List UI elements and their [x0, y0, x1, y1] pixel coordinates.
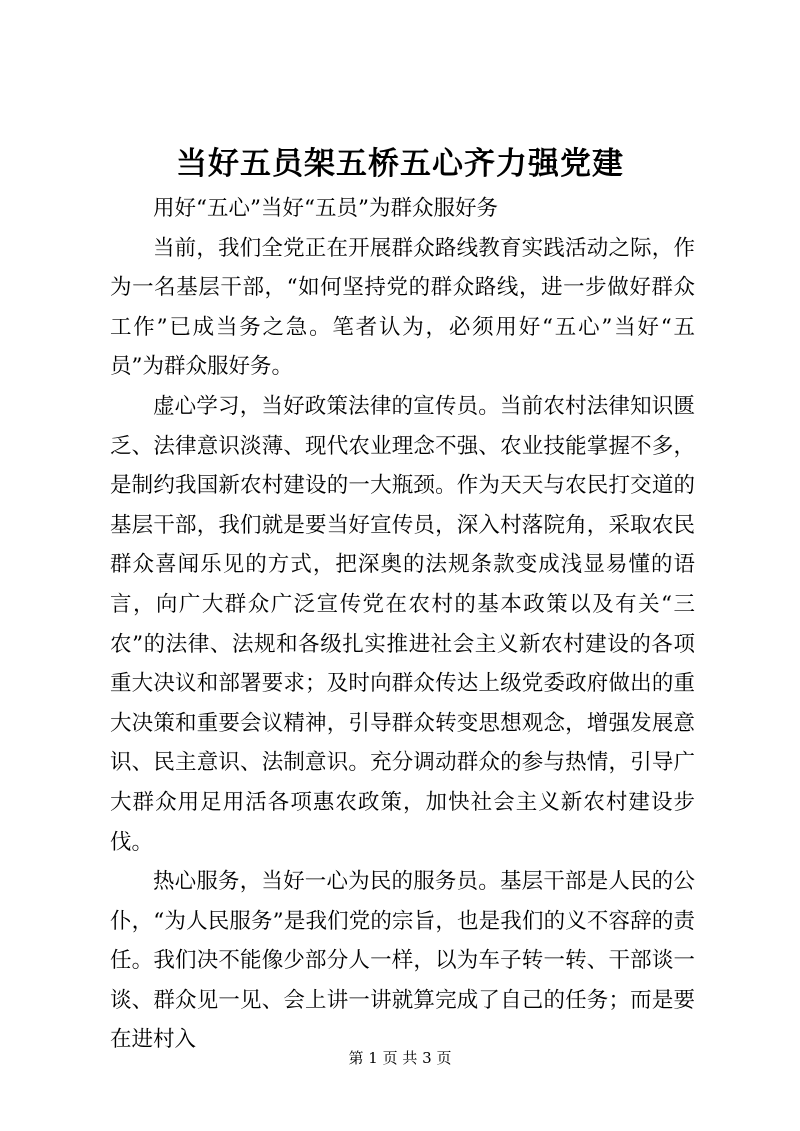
paragraph-intro: 当前，我们全党正在开展群众路线教育实践活动之际，作为一名基层干部，“如何坚持党的群众路线，进一步做好群众工作”已成当务之急。笔者认为，必须用好“五心”当好“五员”为群众服好务。 — [110, 235, 695, 380]
paragraph-study: 虚心学习，当好政策法律的宣传员。当前农村法律知识匮乏、法律意识淡薄、现代农业理念不强、农业技能掌握不多，是制约我国新农村建设的一大瓶颈。作为天天与农民打交道的基层干部，我们就是要当好宣传员，深入村落院角，采取农民群众喜闻乐见的方式，把深奥的法规条款变成浅显易懂的语言，向广大群众广泛宣传党在农村的基本政策以及有关“三农”的法律、法规和各级扎实推进社会主义新农村建设的各项重大决议和部署要求；及时向群众传达上级党委政府做出的重大决策和重要会议精神，引导群众转变思想观念，增强发展意识、民主意识、法制意识。充分调动群众的参与热情，引导广大群众用足用活各项惠农政策，加快社会主义新农村建设步伐。 — [110, 393, 695, 855]
document-body — [110, 189, 695, 1060]
page-footer: 第 1 页 共 3 页 — [348, 1049, 452, 1067]
paragraph-service: 热心服务，当好一心为民的服务员。基层干部是人民的公仆，“为人民服务”是我们党的宗旨，也是我们的义不容辞的责任。我们决不能像少部分人一样，以为车子转一转、干部谈一谈、群众见一见、会上讲一讲就算完成了自己的任务；而是要在进村入 — [110, 869, 695, 1053]
document-subtitle: 用好“五心”当好“五员”为群众服好务 — [153, 196, 498, 221]
document-title: 当好五员架五桥五心齐力强党建 — [176, 146, 624, 182]
